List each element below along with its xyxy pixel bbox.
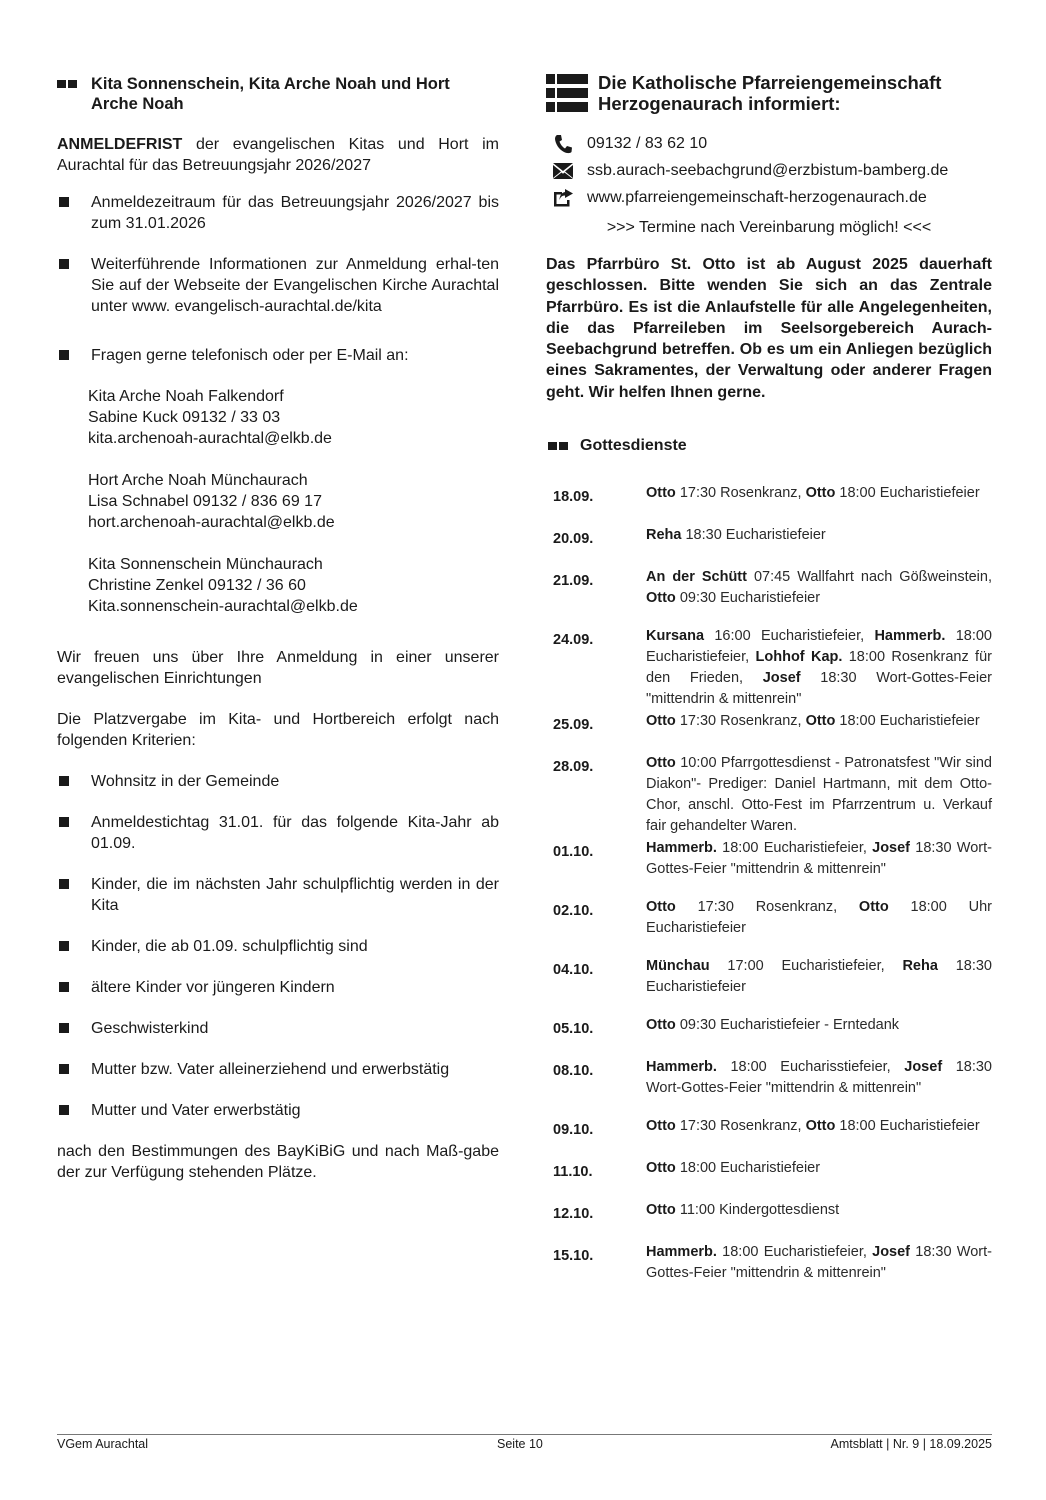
phone-icon [552,134,574,154]
parish-heading-text [598,72,941,114]
criteria-bullet [57,1018,499,1039]
service-entry [546,1057,992,1099]
service-text: 17:30 Rosenkranz, [675,1118,806,1135]
service-entry [546,1015,992,1040]
service-location: Otto [646,1202,676,1219]
service-location: Münchau [646,958,710,975]
criteria-bullet [57,936,499,957]
square-bullet-icon [59,776,69,786]
service-text: 07:45 Wallfahrt nach Gößweinstein, [746,569,992,586]
service-entry [546,1158,992,1183]
bullet-text: Weiterführende Informationen zur Anmeldung erhal-ten Sie auf der Webseite der Evangelischen Kirche Aurachtal unter www. evangelisch-aurachtal.de/kita [91,256,499,315]
service-entry [546,956,992,998]
service-date: 25.09. [553,717,594,734]
service-description [646,838,992,880]
service-description [646,956,992,998]
contact-person-phone: Lisa Schnabel 09132 / 836 69 17 [88,493,322,510]
service-date: 24.09. [553,632,594,649]
double-square-icon [57,80,77,88]
service-date: 08.10. [553,1063,594,1080]
service-description [646,525,992,550]
bullet-text: Mutter bzw. Vater alleinerziehend und erwerbstätig [91,1061,450,1078]
square-bullet-icon [59,1023,69,1033]
service-description [646,1015,992,1040]
service-location: An der Schütt [646,569,747,586]
square-bullet-icon [59,350,69,360]
services-list [546,483,992,1284]
service-text: 18:00 Eucharistiefeier [835,713,980,730]
service-text: 18:00 Uhr Eucharistiefeier [646,899,992,937]
contact-person-phone: Christine Zenkel 09132 / 36 60 [88,577,306,594]
intro-rest: der evangelischen Kitas und Hort im Aurachtal für das Betreuungsjahr 2026/2027 [57,136,499,174]
email-row [546,157,992,184]
footer-page-number: Seite 10 [497,1437,543,1451]
phone-number[interactable]: 09132 / 83 62 10 [587,135,708,152]
service-location: Otto [805,1118,836,1135]
service-text: 18:00 Eucharisstiefeier, [716,1059,905,1076]
service-text: 10:00 Pfarrgottesdienst - Patronatsfest "Wir sind Diakon"- Prediger: Daniel Hartmann, mit dem Otto-Chor, anschl. Otto-Fest im Pfarrzentrum u. Verkauf fair gehandelter Waren. [646,755,992,835]
service-text: 18:00 Eucharistiefeier [675,1160,821,1177]
info-bullet [57,192,499,234]
parish-logo-icon [546,74,588,113]
bullet-text: Kinder, die ab 01.09. schulpflichtig sind [91,938,368,955]
service-text: 18:30 Wort-Gottes-Feier "mittendrin & mittenrein" [646,1059,992,1097]
service-date: 15.10. [553,1248,594,1265]
heading-line-1: Die Katholische Pfarreiengemeinschaft [598,72,942,93]
service-entry [546,1116,992,1141]
bullet-text: ältere Kinder vor jüngeren Kindern [91,979,335,996]
service-location: Hammerb. [646,1244,717,1261]
welcome-paragraph: Wir freuen uns über Ihre Anmeldung in einer unserer evangelischen Einrichtungen [57,649,499,687]
square-bullet-icon [59,982,69,992]
service-date: 28.09. [553,759,594,776]
website-link[interactable]: www.pfarreiengemeinschaft-herzogenaurach.de [587,189,927,206]
email-link[interactable]: ssb.aurach-seebachgrund@erzbistum-bamberg.de [587,162,949,179]
service-entry [546,483,992,508]
criteria-bullet [57,812,499,854]
criteria-intro: Die Platzvergabe im Kita- und Hortbereich erfolgt nach folgenden Kriterien: [57,711,499,749]
service-entry [546,838,992,880]
external-link-icon [552,188,574,208]
page-footer [57,1437,992,1451]
service-description [646,753,992,837]
service-description [646,1116,992,1141]
service-date: 11.10. [553,1164,593,1181]
service-description [646,483,992,508]
service-text: 18:30 Wort-Gottes-Feier "mittendrin & mittenrein" [646,1244,992,1282]
service-text: 18:00 Rosenkranz für den Frieden, [646,649,992,687]
parish-heading [546,72,992,114]
service-text: 18:30 Wort-Gottes-Feier "mittendrin & mittenrein" [646,670,992,708]
service-location: Reha [646,527,682,544]
criteria-bullet [57,977,499,998]
bullet-text: Anmeldestichtag 31.01. für das folgende Kita-Jahr ab 01.09. [91,814,499,852]
criteria-bullet [57,874,499,916]
service-description [646,1242,992,1284]
services-heading-text: Gottesdienste [580,437,687,455]
service-text: 18:00 Eucharistiefeier, [646,628,992,666]
bullet-text: Wohnsitz in der Gemeinde [91,773,280,790]
info-bullet [57,254,499,317]
kita-heading-text: Kita Sonnenschein, Kita Arche Noah und Hort Arche Noah [91,75,450,113]
service-text: 18:30 Eucharistiefeier [681,527,826,544]
footer-issue: Amtsblatt | Nr. 9 | 18.09.2025 [830,1437,992,1451]
service-location: Otto [646,1017,676,1034]
service-date: 01.10. [553,844,594,861]
service-location: Otto [646,1160,676,1177]
service-entry [546,525,992,550]
service-description [646,1158,992,1183]
service-date: 20.09. [553,531,594,548]
service-text: 18:30 Eucharistiefeier [646,958,992,996]
contact-block [88,470,499,533]
intro-bold: ANMELDEFRIST [57,136,183,153]
service-description [646,567,992,609]
service-location: Hammerb. [646,1059,717,1076]
service-entry [546,567,992,609]
service-text: 18:30 Wort-Gottes-Feier "mittendrin & mittenrein" [646,840,992,878]
service-location: Hammerb. [646,840,717,857]
service-text: 18:00 Eucharistiefeier [835,1118,980,1135]
appointments-note: >>> Termine nach Vereinbarung möglich! <<< [606,219,932,236]
service-location: Josef [872,840,911,857]
contact-info [546,130,992,211]
service-entry [546,897,992,939]
service-location: Josef [904,1059,943,1076]
square-bullet-icon [59,941,69,951]
contact-name: Hort Arche Noah Münchaurach [88,472,308,489]
service-date: 12.10. [553,1206,594,1223]
phone-row [546,130,992,157]
service-description [646,897,992,939]
service-entry [546,1242,992,1284]
service-entry [546,1200,992,1225]
service-date: 02.10. [553,903,594,920]
info-bullet [57,345,499,366]
service-text: 16:00 Eucharistiefeier, [704,628,875,645]
bullet-text: Mutter und Vater erwerbstätig [91,1102,301,1119]
service-date: 18.09. [553,489,594,506]
service-date: 05.10. [553,1021,594,1038]
service-description [646,626,992,710]
registration-intro [57,134,499,176]
service-location: Kursana [646,628,705,645]
service-location: Otto [646,1118,676,1135]
square-bullet-icon [59,197,69,207]
footer-divider [57,1434,992,1435]
heading-line-2: Herzogenaurach informiert: [598,93,841,114]
service-text: 09:30 Eucharistiefeier [675,590,821,607]
service-text: 17:30 Rosenkranz, [675,899,859,916]
service-text: 09:30 Eucharistiefeier - Erntedank [675,1017,900,1034]
criteria-bullet [57,1059,499,1080]
criteria-bullet [57,1100,499,1121]
service-date: 21.09. [553,573,594,590]
service-description [646,711,992,736]
service-text: 18:00 Eucharistiefeier [835,485,980,502]
contact-block [88,386,499,449]
service-entry [546,711,992,736]
contact-email[interactable]: kita.archenoah-aurachtal@elkb.de [88,430,332,447]
service-text: 11:00 Kindergottesdienst [675,1202,840,1219]
bullet-text: Fragen gerne telefonisch oder per E-Mail an: [91,347,409,364]
contact-name: Kita Sonnenschein Münchaurach [88,556,323,573]
right-column [546,72,992,1284]
service-description [646,1200,992,1225]
service-location: Otto [646,590,676,607]
service-text: 17:30 Rosenkranz, [675,485,806,502]
square-bullet-icon [59,817,69,827]
bullet-text: Kinder, die im nächsten Jahr schulpflichtig werden in der Kita [91,876,499,914]
square-bullet-icon [59,1105,69,1115]
double-square-icon [548,442,568,450]
service-location: Otto [646,485,676,502]
criteria-bullet [57,771,499,792]
envelope-icon [552,161,574,181]
service-text: 18:00 Eucharistiefeier, [716,840,873,857]
service-location: Otto [646,713,676,730]
service-location: Josef [762,670,801,687]
service-description [646,1057,992,1099]
bullet-text: Anmeldezeitraum für das Betreuungsjahr 2026/2027 bis zum 31.01.2026 [91,194,499,232]
service-location: Hammerb. [874,628,946,645]
service-location: Reha [902,958,938,975]
service-location: Lohhof Kap. [755,649,843,666]
square-bullet-icon [59,1064,69,1074]
service-text: 17:30 Rosenkranz, [675,713,806,730]
contact-email[interactable]: Kita.sonnenschein-aurachtal@elkb.de [88,598,358,615]
website-row [546,184,992,211]
bullet-text: Geschwisterkind [91,1020,209,1037]
service-location: Otto [805,485,836,502]
contact-email[interactable]: hort.archenoah-aurachtal@elkb.de [88,514,335,531]
service-location: Otto [646,899,676,916]
footer-publisher: VGem Aurachtal [57,1437,149,1451]
service-location: Josef [872,1244,911,1261]
service-entry [546,753,992,837]
services-heading [546,436,992,456]
service-location: Otto [805,713,836,730]
contact-name: Kita Arche Noah Falkendorf [88,388,284,405]
service-location: Otto [858,899,889,916]
closing-paragraph: nach den Bestimmungen des BayKiBiG und nach Maß-gabe der zur Verfügung stehenden Plätze. [57,1143,499,1181]
kita-section-heading [57,74,499,114]
service-date: 04.10. [553,962,594,979]
service-text: 17:00 Eucharistiefeier, [709,958,903,975]
service-entry [546,626,992,710]
service-location: Otto [646,755,676,772]
office-closed-notice: Das Pfarrbüro St. Otto ist ab August 2025 dauerhaft geschlossen. Bitte wenden Sie sich an das Zentrale Pfarrbüro. Es ist die Anlaufstelle für alle Angelegenheiten, die das Pfarreileben im Seelsorgebereich Aurach-Seebachgrund betreffen. Ob es um ein Anliegen bezüglich eines Sakramentes, der Verwaltung oder anderer Fragen geht. Wir helfen Ihnen gerne. [546,256,992,401]
contact-block [88,554,499,617]
square-bullet-icon [59,259,69,269]
service-date: 09.10. [553,1122,594,1139]
square-bullet-icon [59,879,69,889]
contact-person-phone: Sabine Kuck 09132 / 33 03 [88,409,281,426]
service-text: 18:00 Eucharistiefeier, [716,1244,873,1261]
left-column [57,74,499,1183]
